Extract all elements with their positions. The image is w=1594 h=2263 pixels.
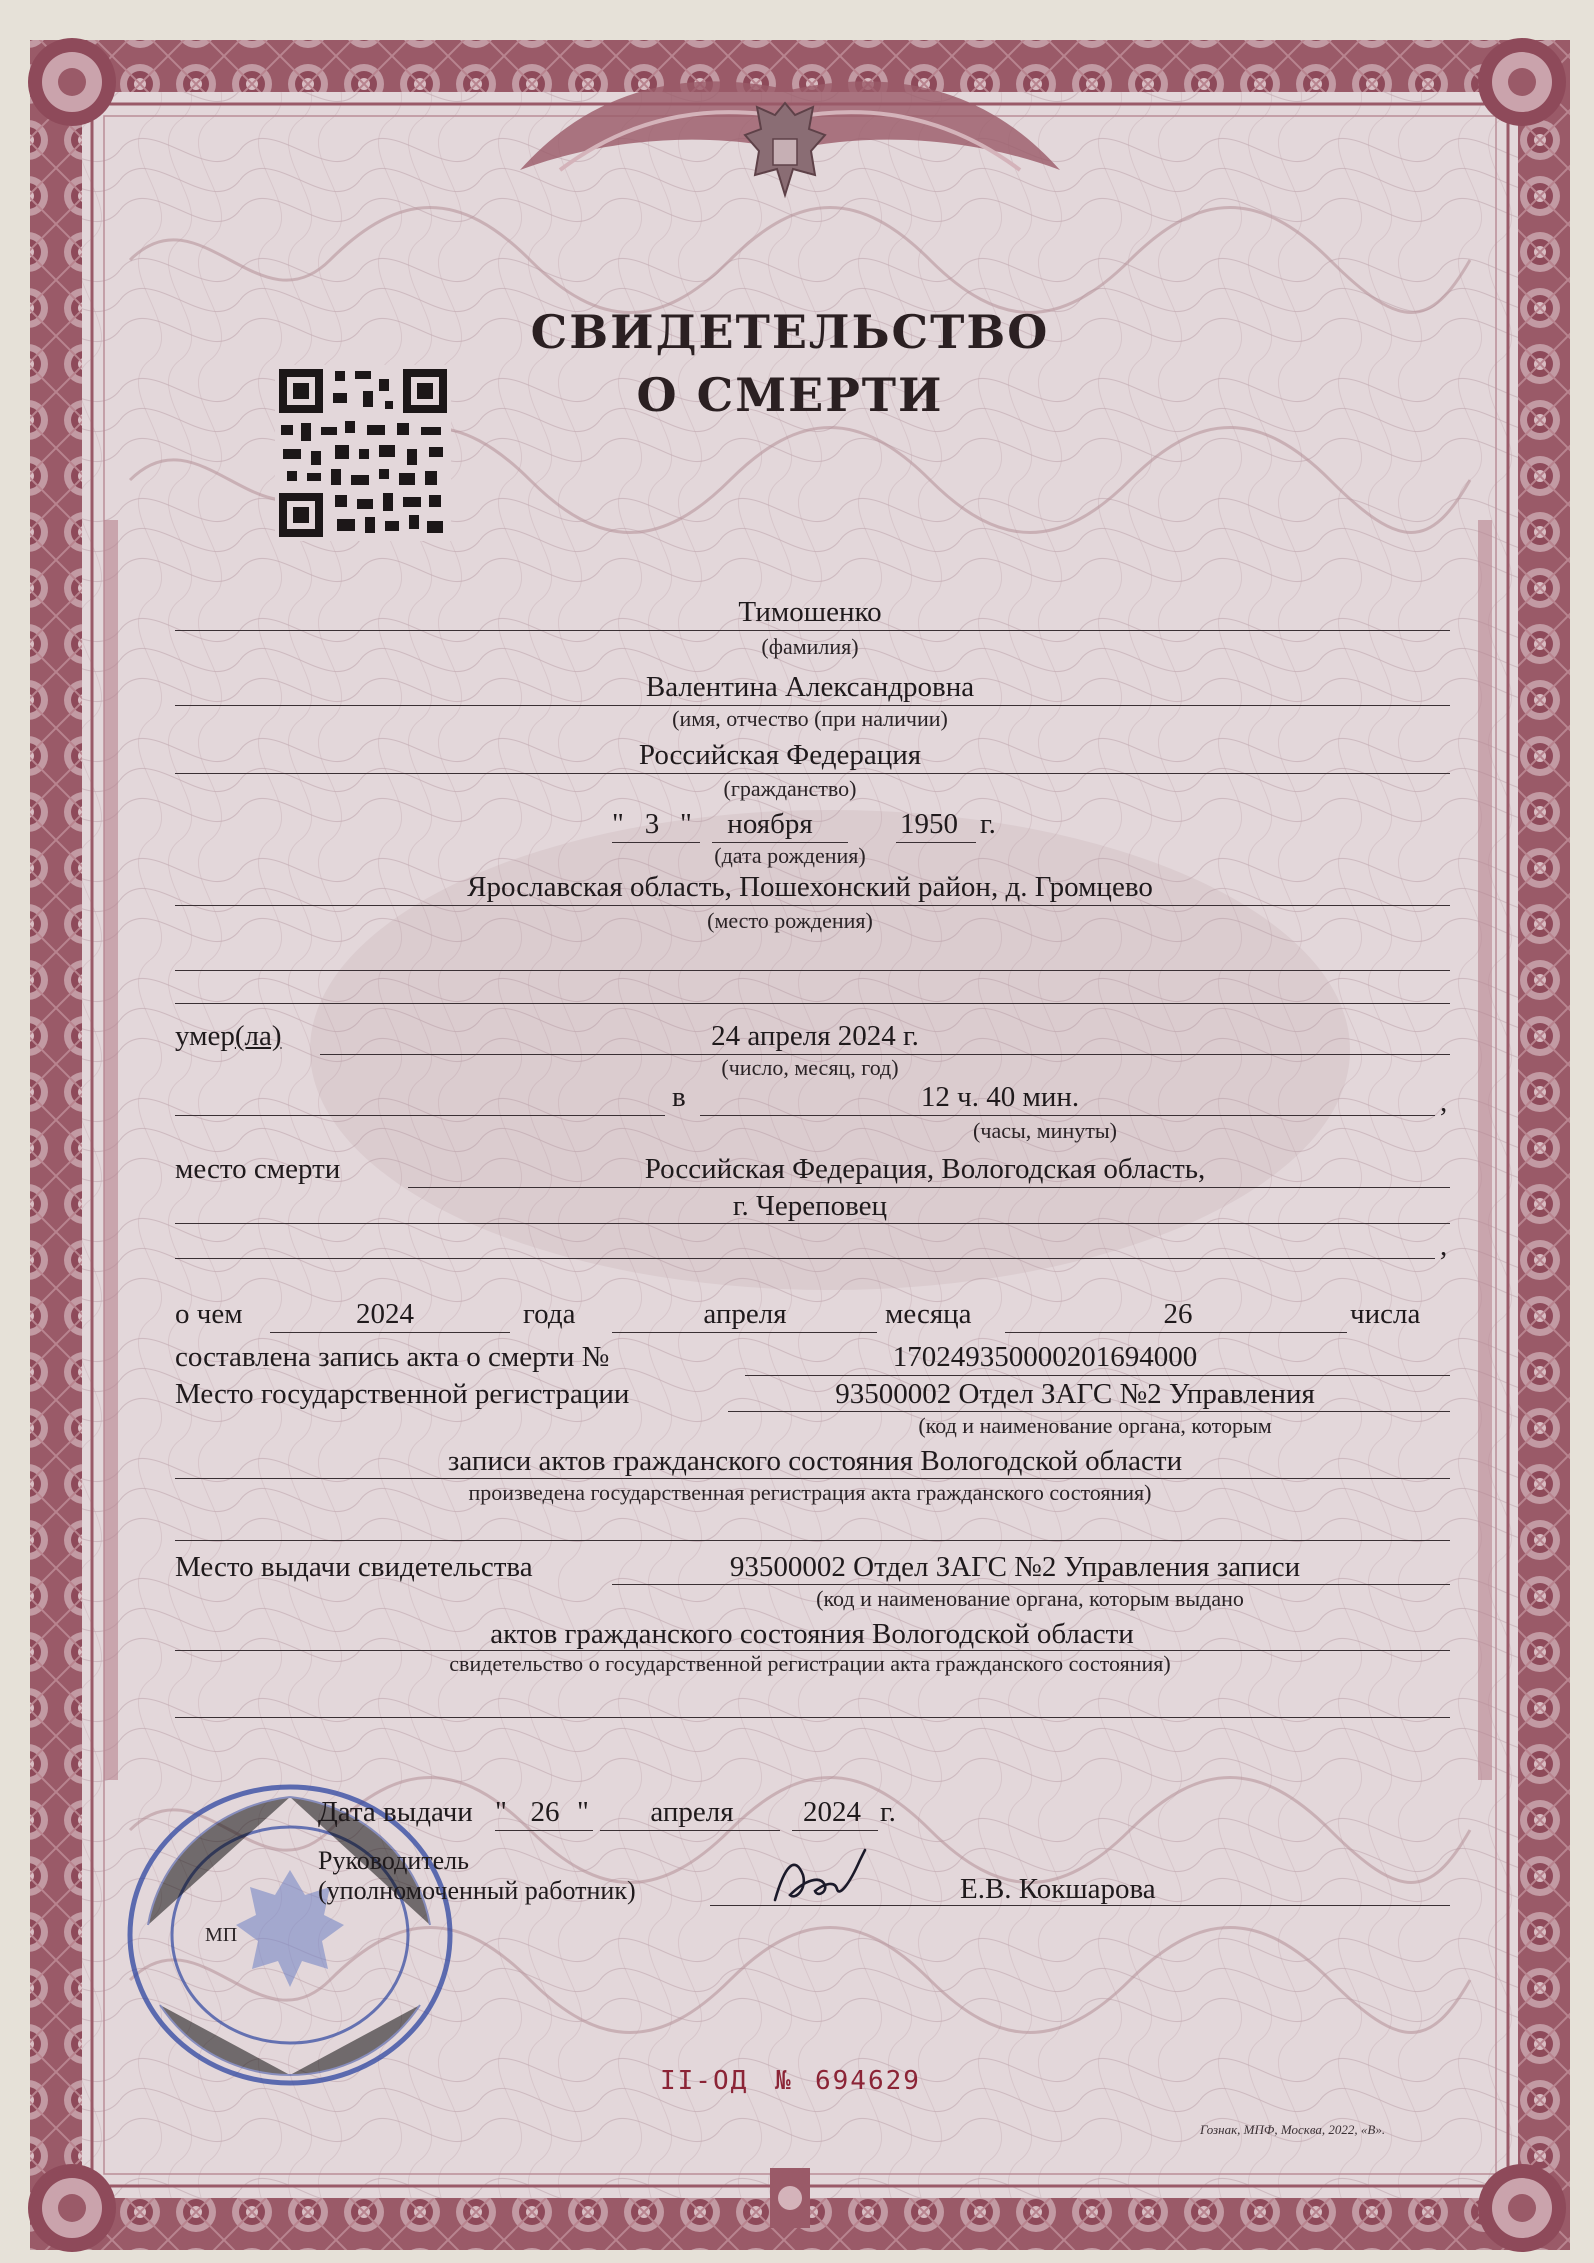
handwritten-signature (765, 1845, 875, 1915)
record-month-label: месяца (885, 1298, 972, 1330)
given-names-caption: (имя, отчество (при наличии) (672, 706, 948, 731)
death-place-underline2 (175, 1223, 1450, 1224)
issue-place-label: Место выдачи свидетельства (175, 1551, 533, 1583)
number-sign: № (775, 2066, 793, 2096)
act-number-line (745, 1375, 1450, 1376)
registration-value-line1: 93500002 Отдел ЗАГС №2 Управления (835, 1378, 1315, 1410)
record-month-line (612, 1332, 877, 1333)
record-day-line (1005, 1332, 1347, 1333)
birth-date-caption: (дата рождения) (714, 843, 866, 868)
stamp-mark-label: МП (205, 1924, 238, 1946)
issue-place-value-line2: актов гражданского состояния Вологодской области (490, 1618, 1134, 1650)
issue-day-line (495, 1830, 593, 1831)
issue-place-caption1: (код и наименование органа, которым выдано (816, 1586, 1244, 1611)
record-year-label: года (523, 1298, 576, 1330)
death-place-line2: г. Череповец (732, 1190, 888, 1222)
death-date-caption: (число, месяц, год) (721, 1055, 899, 1080)
document-title-line1: СВИДЕТЕЛЬСТВО (530, 305, 1050, 359)
time-at-label: в (672, 1081, 686, 1113)
issue-place-value-line1: 93500002 Отдел ЗАГС №2 Управления записи (729, 1551, 1301, 1583)
head-label-line2: (уполномоченный работник) (318, 1876, 636, 1905)
death-place-comma: , (1440, 1230, 1448, 1262)
registration-value-line2: записи актов гражданского состояния Вологодской области (447, 1445, 1183, 1477)
surname-caption: (фамилия) (761, 634, 859, 659)
registration-line1 (728, 1411, 1450, 1412)
death-place-underline1 (408, 1187, 1450, 1188)
issue-date-label: Дата выдачи (318, 1796, 473, 1828)
issue-month-value: апреля (650, 1796, 734, 1828)
given-names-value: Валентина Александровна (645, 671, 975, 703)
registration-blank-line (175, 1540, 1450, 1541)
citizenship-value: Российская Федерация (638, 739, 922, 771)
issue-day-quote-open: " (495, 1796, 507, 1828)
birth-place-line (175, 905, 1450, 906)
document-title-line2: О СМЕРТИ (636, 368, 944, 422)
birth-year-suffix: г. (980, 808, 996, 840)
act-number-value: 170249350000201694000 (892, 1341, 1198, 1373)
registration-label: Место государственной регистрации (175, 1378, 630, 1410)
death-place-label: место смерти (175, 1153, 341, 1185)
surname-value: Тимошенко (738, 596, 882, 628)
printer-note: Гознак, МПФ, Москва, 2022, «В». (1200, 2122, 1386, 2137)
issue-day-quote-close: " (577, 1796, 589, 1828)
death-place-underline3 (175, 1258, 1435, 1259)
citizenship-caption: (гражданство) (723, 776, 857, 801)
issue-blank-line (175, 1717, 1450, 1718)
record-about-label: о чем (175, 1298, 243, 1330)
coat-of-arms-emblem (735, 95, 835, 215)
birth-place-caption: (место рождения) (707, 908, 873, 933)
registration-line2 (175, 1478, 1450, 1479)
death-place-line1: Российская Федерация, Вологодская область, (644, 1153, 1206, 1185)
issue-year-suffix: г. (880, 1796, 896, 1828)
birth-month-value: ноября (727, 808, 813, 840)
issue-month-line (600, 1830, 780, 1831)
record-year-line (270, 1332, 510, 1333)
time-comma: , (1440, 1086, 1448, 1118)
died-label-suffix: (ла) (234, 1020, 282, 1052)
birth-day-value: 3 (644, 808, 660, 840)
birth-day-line (612, 842, 700, 843)
blank-line-1 (175, 970, 1450, 971)
death-time-line (700, 1115, 1435, 1116)
issue-place-line1 (612, 1584, 1450, 1585)
series-value: II-ОД (660, 2066, 749, 2096)
registration-caption2: произведена государственная регистрация акта гражданского состояния) (468, 1480, 1152, 1505)
record-month-value: апреля (703, 1298, 787, 1330)
death-time-caption: (часы, минуты) (973, 1118, 1117, 1143)
time-left-line (175, 1115, 665, 1116)
blank-line-2 (175, 1003, 1450, 1004)
act-number-label: составлена запись акта о смерти № (175, 1341, 610, 1373)
death-time-value: 12 ч. 40 мин. (920, 1081, 1080, 1113)
birth-place-value: Ярославская область, Пошехонский район, д. Громцево (467, 871, 1153, 903)
died-label-text: умер (175, 1020, 235, 1052)
record-year-value: 2024 (356, 1298, 414, 1330)
death-date-value: 24 апреля 2024 г. (711, 1020, 919, 1052)
issue-year-value: 2024 (803, 1796, 861, 1828)
birth-day-quote-close: " (680, 808, 692, 840)
birth-day-quote-open: " (612, 808, 624, 840)
issue-year-line (792, 1830, 878, 1831)
issue-place-caption2: свидетельство о государственной регистрации акта гражданского состояния) (449, 1651, 1171, 1676)
birth-year-line (896, 842, 976, 843)
qr-code (275, 365, 451, 541)
head-name-value: Е.В. Кокшарова (960, 1873, 1156, 1905)
serial-number-value: 694629 (815, 2066, 921, 2096)
registration-caption1: (код и наименование органа, которым (918, 1413, 1272, 1438)
died-label (175, 1022, 282, 1051)
record-day-label: числа (1350, 1298, 1421, 1330)
citizenship-line (175, 773, 1450, 774)
birth-year-value: 1950 (900, 808, 958, 840)
surname-line (175, 630, 1450, 631)
head-label-line1: Руководитель (318, 1846, 469, 1875)
issue-day-value: 26 (530, 1796, 560, 1828)
record-day-value: 26 (1163, 1298, 1193, 1330)
